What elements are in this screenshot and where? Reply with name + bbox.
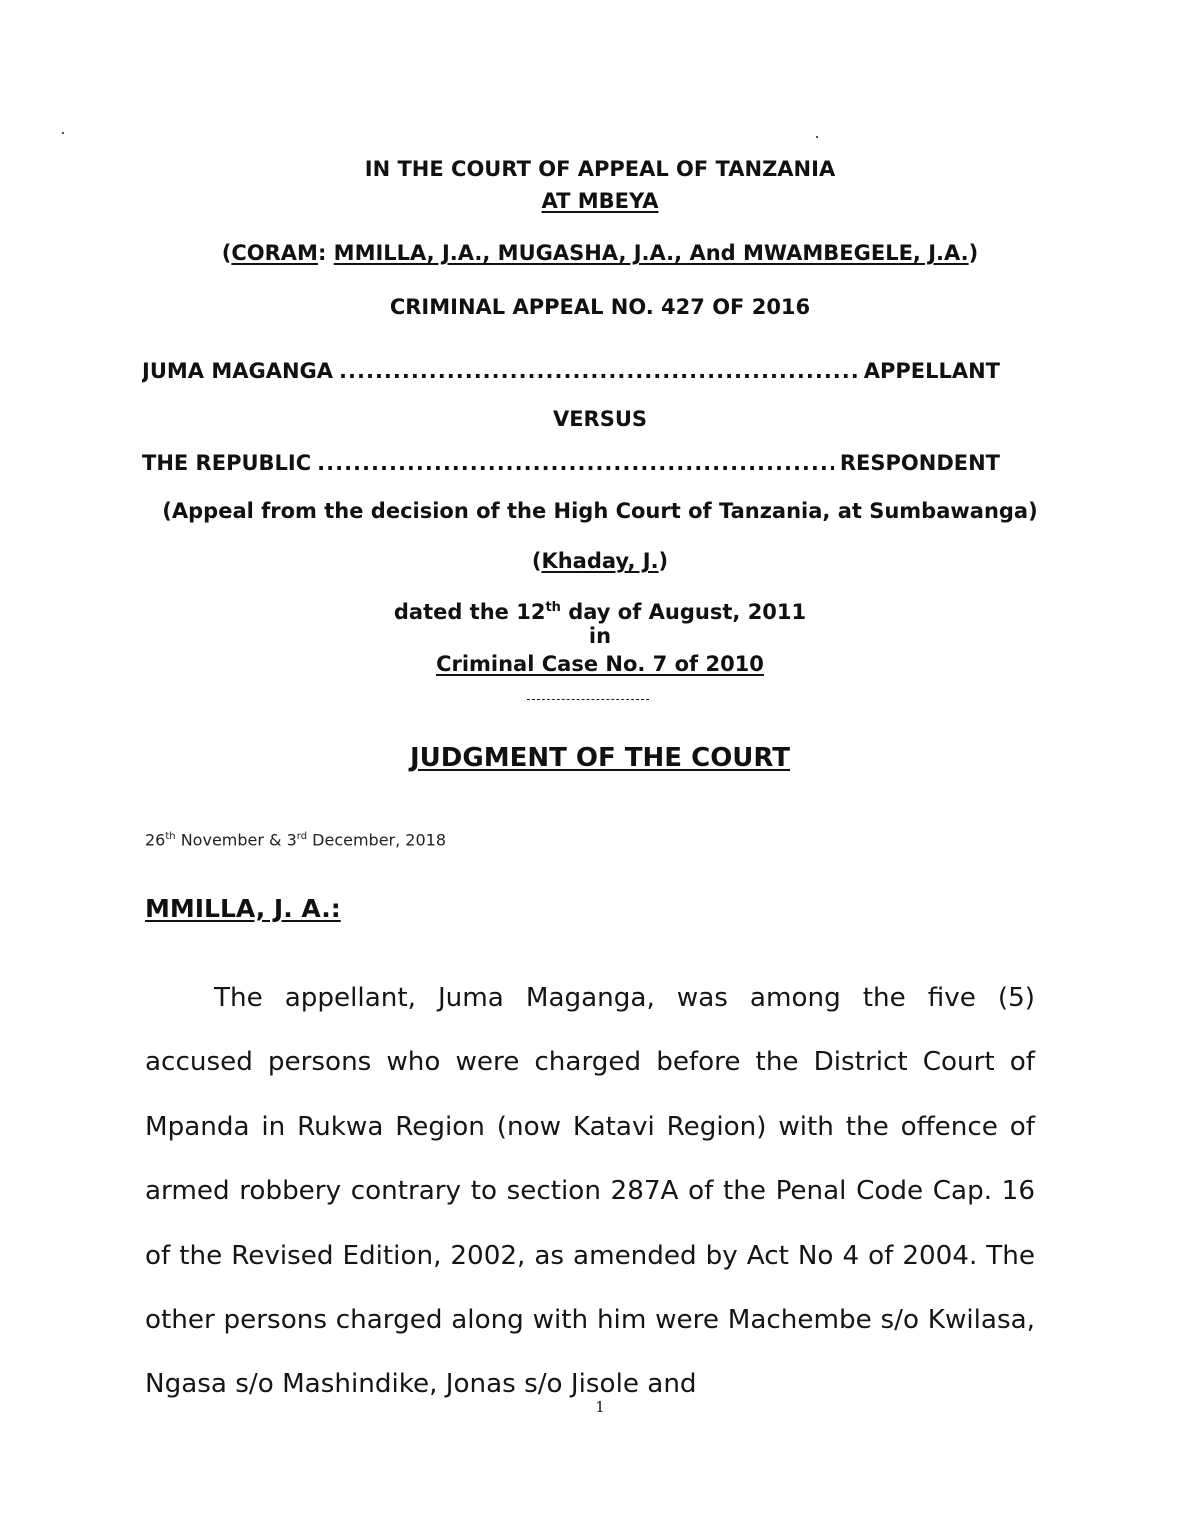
dated-prefix: dated the 12 [393, 600, 546, 624]
original-case-line [0, 651, 1200, 677]
versus-label: VERSUS [552, 407, 648, 431]
dated-suffix: day of August, 2011 [560, 600, 807, 624]
scan-speck [62, 132, 64, 134]
appellant-role: APPELLANT [863, 359, 1000, 383]
original-case: Criminal Case No. 7 of 2010 [436, 652, 764, 676]
coram-sep: : [317, 241, 334, 265]
respondent-role: RESPONDENT [839, 451, 1000, 475]
respondent-name: THE REPUBLIC [142, 451, 312, 475]
hearing-dates [145, 826, 446, 851]
judgment-title-line [0, 742, 1200, 774]
trial-judge: Khaday, J. [541, 549, 659, 573]
coram-label: CORAM [231, 241, 318, 265]
coram-close: ) [968, 241, 979, 265]
trial-judge-line [0, 548, 1200, 574]
case-number: CRIMINAL APPEAL NO. 427 OF 2016 [389, 295, 811, 319]
separator-rule [527, 699, 649, 700]
court-location [0, 188, 1200, 214]
leader-dots [317, 450, 834, 476]
date-a-sup: th [165, 831, 176, 842]
dated-sup: th [545, 600, 561, 615]
appellant-name: JUMA MAGANGA [142, 359, 334, 383]
appeal-from: (Appeal from the decision of the High Court of Tanzania, at Sumbawanga) [162, 499, 1038, 523]
judge-open: ( [531, 549, 542, 573]
date-c: December, 2018 [307, 830, 447, 850]
court-title: IN THE COURT OF APPEAL OF TANZANIA [364, 157, 836, 181]
leader-dots [339, 358, 858, 384]
scan-speck [816, 136, 818, 138]
date-b: November & 3 [175, 830, 297, 850]
judgment-body [145, 966, 1035, 1417]
coram-open: ( [221, 241, 232, 265]
respondent-line [142, 450, 1000, 476]
dated-line [0, 595, 1200, 625]
date-b-sup: rd [296, 831, 308, 842]
judgment-paragraph: The appellant, Juma Maganga, was among the five (5) accused persons who were charged before the District Court of Mpanda in Rukwa Region (now Katavi Region) with the offence of armed robbery contrary to section 287A of the Penal Code Cap. 16 of the Revised Edition, 2002, as amended by Act No 4 of 2004. The other persons charged along with him were Machembe s/o Kwilasa, Ngasa s/o Mashindike, Jonas s/o Jisole and [145, 983, 1035, 1400]
coram-judges: MMILLA, J.A., MUGASHA, J.A., And MWAMBEGELE, J.A. [333, 241, 969, 265]
appellant-line [142, 358, 1000, 384]
date-a: 26 [145, 830, 166, 850]
coram-line [0, 240, 1200, 266]
author-name: MMILLA, J. A.: [145, 894, 341, 923]
in-label: in [588, 624, 612, 648]
judgment-title: JUDGMENT OF THE COURT [410, 743, 790, 773]
page-number: 1 [595, 1398, 605, 1416]
author-line [145, 893, 341, 925]
judge-close: ) [658, 549, 669, 573]
court-location-text: AT MBEYA [541, 189, 659, 213]
